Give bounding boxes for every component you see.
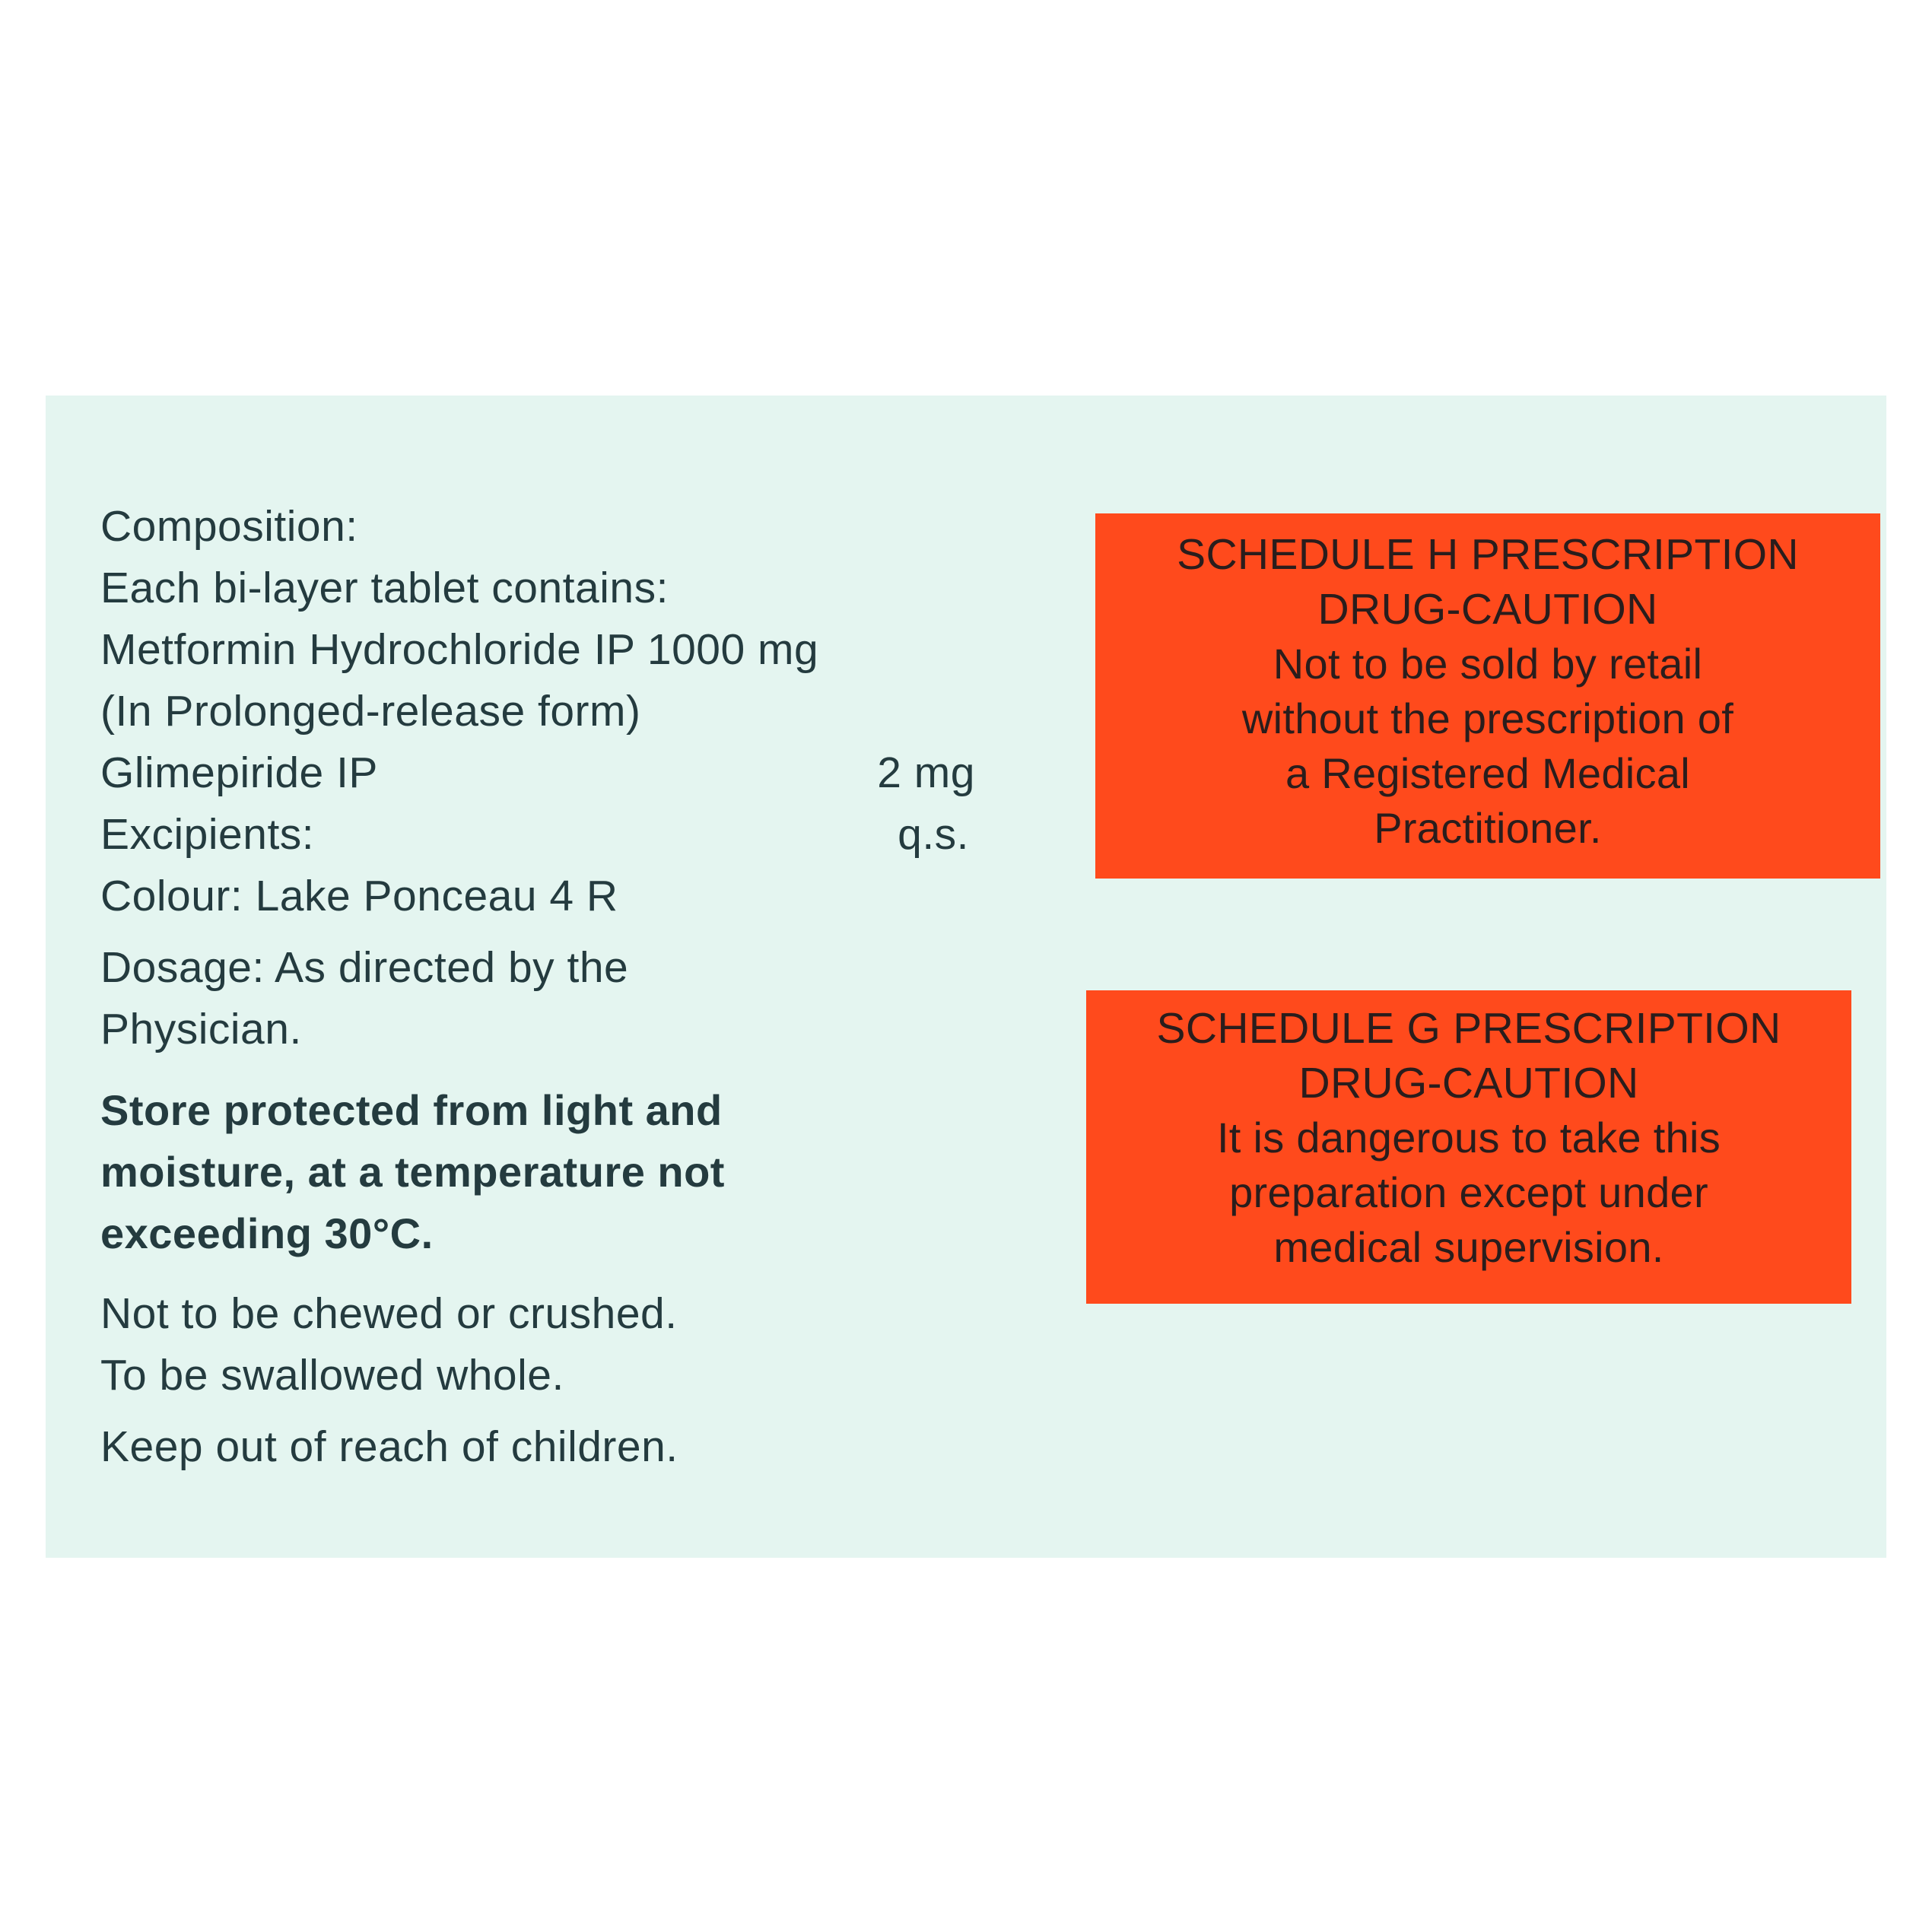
- schedule-g-line-4: preparation except under: [1229, 1168, 1708, 1216]
- schedule-g-line-5: medical supervision.: [1273, 1223, 1664, 1271]
- excipients-name: Excipients:: [100, 810, 315, 859]
- storage-line-1: Store protected from light and: [100, 1086, 723, 1134]
- children-warning: Keep out of reach of children.: [100, 1422, 678, 1471]
- schedule-h-line-1: SCHEDULE H PRESCRIPTION: [1177, 530, 1799, 579]
- schedule-g-caution-label: [1086, 990, 1851, 1304]
- composition-intro: Each bi-layer tablet contains:: [100, 564, 669, 612]
- schedule-h-line-2: DRUG-CAUTION: [1317, 585, 1658, 634]
- schedule-h-line-3: Not to be sold by retail: [1273, 640, 1703, 688]
- glimepiride-name: Glimepiride IP: [100, 748, 378, 797]
- storage-line-3: exceeding 30°C.: [100, 1209, 434, 1257]
- metformin-line: Metformin Hydrochloride IP 1000 mg: [100, 625, 819, 674]
- schedule-g-line-2: DRUG-CAUTION: [1298, 1059, 1639, 1107]
- carton-panel: [46, 396, 1886, 1558]
- schedule-h-line-4: without the prescription of: [1241, 694, 1734, 742]
- schedule-h-caution-label: [1095, 513, 1880, 879]
- schedule-g-line-3: It is dangerous to take this: [1216, 1114, 1721, 1161]
- excipients-row: [100, 804, 975, 866]
- composition-heading: Composition:: [100, 502, 358, 551]
- glimepiride-qty: 2 mg: [877, 748, 975, 797]
- glimepiride-row: [100, 742, 975, 804]
- metformin-note: (In Prolonged-release form): [100, 687, 641, 736]
- schedule-h-line-5: a Registered Medical: [1285, 749, 1691, 797]
- swallow-note: To be swallowed whole.: [100, 1351, 564, 1400]
- excipients-qty: q.s.: [898, 810, 969, 859]
- dosage-line-1: Dosage: As directed by the: [100, 943, 629, 992]
- dosage-line-2: Physician.: [100, 1005, 302, 1053]
- storage-line-2: moisture, at a temperature not: [100, 1148, 725, 1196]
- schedule-g-line-1: SCHEDULE G PRESCRIPTION: [1156, 1004, 1781, 1053]
- colour-line: Colour: Lake Ponceau 4 R: [100, 872, 618, 920]
- schedule-h-line-6: Practitioner.: [1374, 804, 1602, 852]
- composition-block: [100, 496, 1013, 1478]
- chew-warning: Not to be chewed or crushed.: [100, 1289, 678, 1338]
